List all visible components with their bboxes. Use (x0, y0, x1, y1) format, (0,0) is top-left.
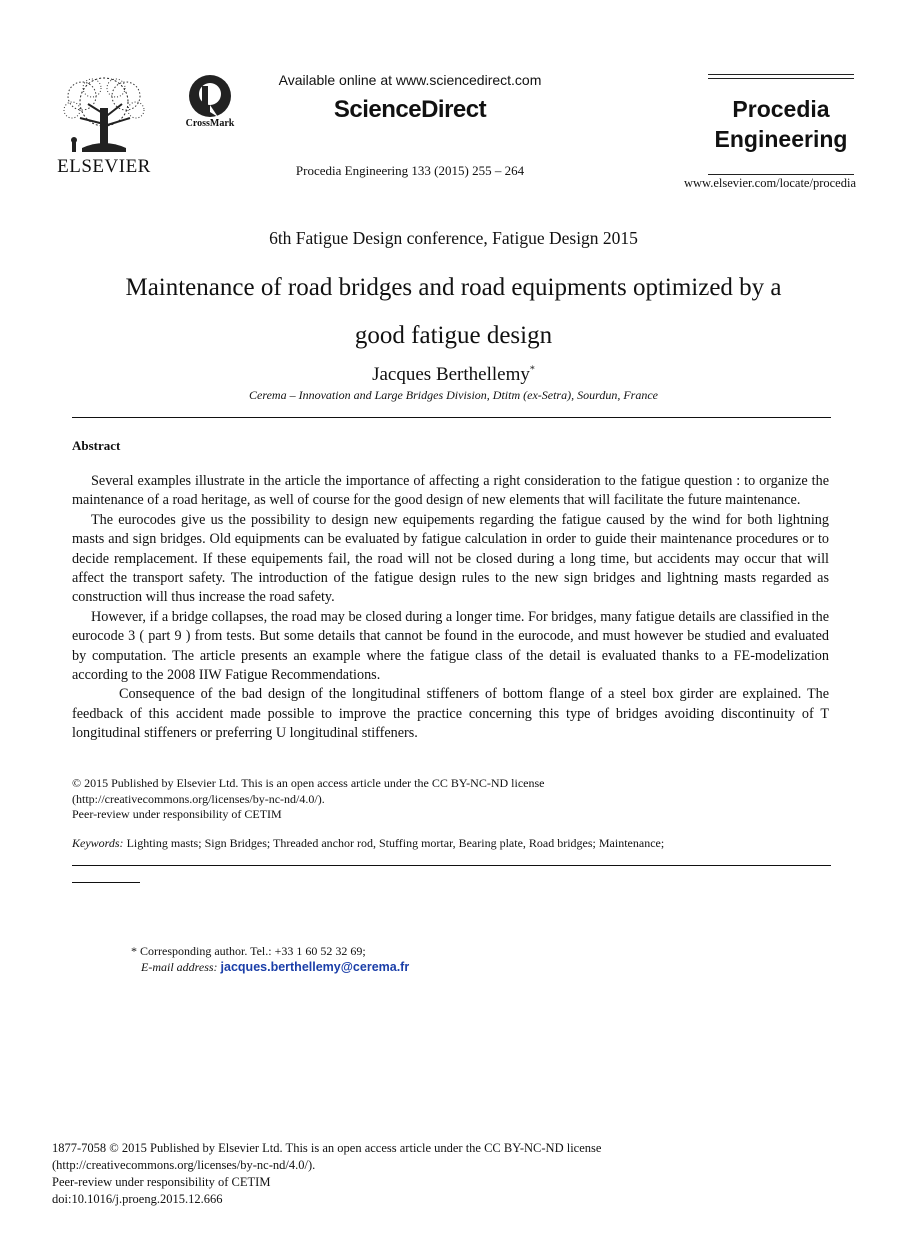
doi[interactable]: doi:10.1016/j.proeng.2015.12.666 (52, 1192, 223, 1206)
conference-name: 6th Fatigue Design conference, Fatigue Design 2015 (269, 228, 638, 248)
elsevier-wordmark: ELSEVIER (57, 156, 151, 177)
license-line: © 2015 Published by Elsevier Ltd. This is an open access article under the CC BY-NC-ND license (72, 776, 545, 790)
keywords (72, 836, 829, 851)
journal-box-rule (708, 74, 854, 75)
journal-title (708, 94, 854, 154)
keywords-label: Keywords: (72, 836, 124, 850)
peer-review-line: Peer-review under responsibility of CETIM (72, 807, 282, 821)
crossmark-label: CrossMark (185, 118, 235, 129)
abstract-heading: Abstract (72, 438, 121, 453)
journal-title-line1: Procedia (732, 96, 830, 122)
title-divider (72, 417, 831, 418)
license-notice (72, 776, 829, 823)
journal-box-rule (708, 78, 854, 79)
license-link[interactable]: (http://creativecommons.org/licenses/by-nc-nd/4.0/). (72, 791, 325, 806)
journal-title-line2: Engineering (714, 126, 848, 152)
sciencedirect-brand: ScienceDirect (333, 96, 487, 123)
email-link[interactable]: jacques.berthellemy@cerema.fr (220, 960, 410, 974)
keywords-list: Lighting masts; Sign Bridges; Threaded anchor rod, Stuffing mortar, Bearing plate, Road bridges; Maintenance; (123, 836, 665, 850)
journal-reference: Procedia Engineering 133 (2015) 255 – 264 (295, 163, 525, 178)
email-label: E-mail address: (141, 960, 218, 974)
paper-title-line1: Maintenance of road bridges and road equipments optimized by a (125, 274, 782, 301)
footer-peer-review: Peer-review under responsibility of CETIM (52, 1175, 271, 1189)
paper-title-line2: good fatigue design (354, 322, 553, 349)
author-name (0, 364, 907, 386)
author-text: Jacques Berthellemy (372, 364, 530, 385)
footer-license-link[interactable]: (http://creativecommons.org/licenses/by-nc-nd/4.0/). (52, 1158, 316, 1172)
abstract-paragraph: Several examples illustrate in the article the importance of affecting a right consideration to the fatigue question : to organize the maintenance of a road heritage, as well of course for the good design of new elements that will facilitate the future maintenance. (72, 473, 829, 509)
journal-box-rule (708, 174, 854, 175)
crossmark-badge-icon (180, 74, 240, 118)
abstract-paragraph: However, if a bridge collapses, the road may be closed during a longer time. For bridges, many fatigue details are classified in the eurocode 3 ( part 9 ) from tests. But some details that cannot be found in the eurocode, and must however be studied and evaluated by computation. The article presents an example where the fatigue class of the detail is evaluated thanks to a FE-modelization according to the 2008 IIW Fatigue Recommendations. (72, 608, 829, 684)
journal-url[interactable]: www.elsevier.com/locate/procedia (683, 176, 856, 190)
abstract-paragraph: The eurocodes give us the possibility to design new equipements regarding the fatigue caused by the wind for both lightning masts and sign bridges. Old equipments can be evaluated by fatigue calculation in order to guide their maintenance procedures or to decide remplacement. If these equipements fail, the road will not be closed during a long time, but accidents may occur that will affect the transport safety. The introduction of the fatigue design rules to the new sign bridges and lightning masts regarded as construction will thus increase the road safety. (72, 511, 829, 606)
corresponding-author-note: * Corresponding author. Tel.: +33 1 60 52 32 69; (131, 944, 366, 958)
author-email-line (141, 960, 409, 975)
author-affiliation: Cerema – Innovation and Large Bridges Division, Dtitm (ex-Setra), Sourdun, France (249, 388, 658, 402)
abstract-paragraph: Consequence of the bad design of the longitudinal stiffeners of bottom flange of a steel box girder are explained. The feedback of this accident made possible to improve the practice concerning this type of bridges avoiding discontinuity of T longitudinal stiffeners or preferring U longitudinal stiffeners. (72, 686, 829, 742)
footnote-rule (72, 882, 140, 883)
author-footnote-mark[interactable]: * (529, 364, 535, 376)
paper-title (60, 264, 847, 360)
abstract-body (72, 472, 829, 744)
issn-license-line: 1877-7058 © 2015 Published by Elsevier Ltd. This is an open access article under the CC BY-NC-ND license (52, 1141, 602, 1155)
available-online: Available online at www.sciencedirect.com (278, 72, 542, 88)
tree-icon (52, 74, 156, 156)
publication-footer (52, 1140, 852, 1208)
abstract-divider (72, 865, 831, 866)
